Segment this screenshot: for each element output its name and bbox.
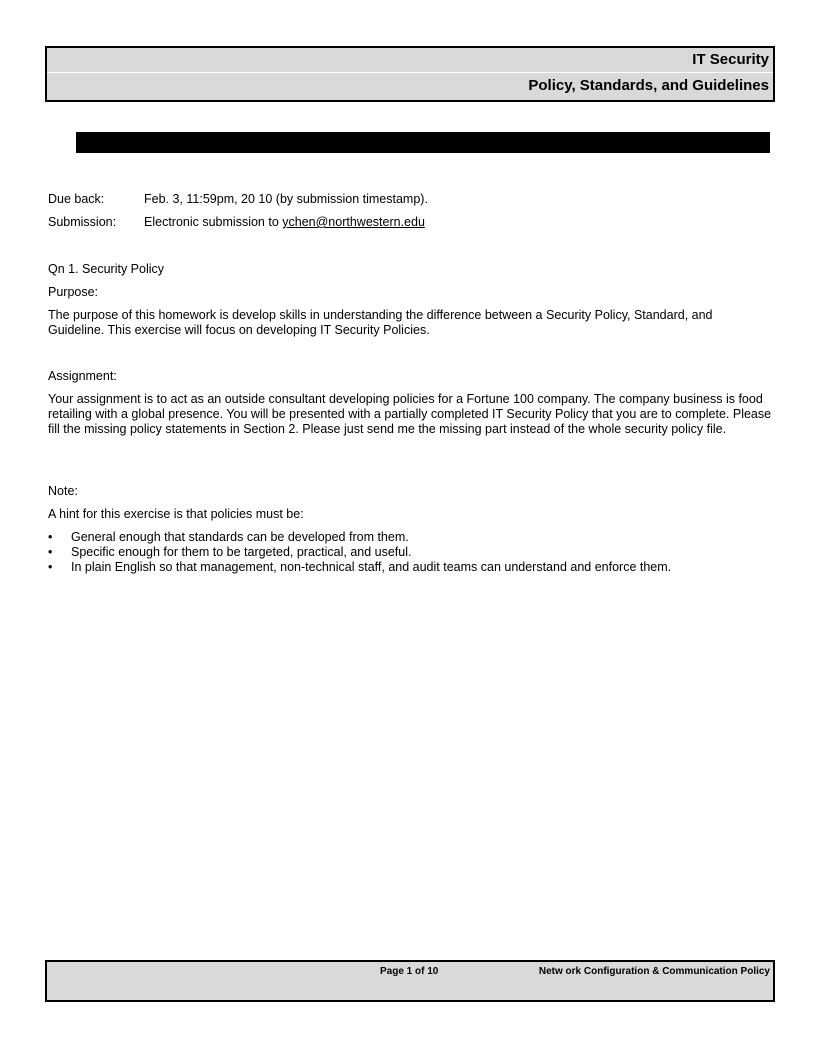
bullet-icon: • bbox=[48, 545, 53, 559]
page-header bbox=[45, 46, 775, 102]
bullet-icon: • bbox=[48, 560, 53, 574]
title-bar bbox=[76, 132, 770, 153]
submission-label: Submission: bbox=[48, 215, 117, 229]
due-row bbox=[48, 192, 428, 207]
header-subtitle: Policy, Standards, and Guidelines bbox=[528, 77, 769, 94]
due-value: Feb. 3, 11:59pm, 20 10 (by submission timestamp). bbox=[144, 192, 428, 206]
question-title: Qn 1. Security Policy bbox=[48, 262, 165, 276]
bullet-text: General enough that standards can be developed from them. bbox=[71, 530, 409, 544]
header-title: IT Security bbox=[692, 51, 769, 68]
note-heading: Note: bbox=[48, 484, 78, 498]
bullet-text: Specific enough for them to be targeted, practical, and useful. bbox=[71, 545, 412, 559]
footer-document-name: Netw ork Configuration & Communication Policy bbox=[538, 966, 770, 977]
header-divider bbox=[47, 72, 773, 73]
list-item bbox=[48, 545, 671, 560]
assignment-text: Your assignment is to act as an outside consultant developing policies for a Fortune 100 company. The company business is food retailing with a global presence. You will be presented with a partially completed IT Security Policy that you are to complete. Please fill the missing policy statements in Section 2. Please just send me the missing part instead of the whole security policy file. bbox=[48, 392, 772, 436]
purpose-heading: Purpose: bbox=[48, 285, 99, 299]
footer-page-number: Page 1 of 10 bbox=[380, 966, 439, 977]
due-label: Due back: bbox=[48, 192, 105, 206]
submission-text: Electronic submission to bbox=[144, 215, 283, 229]
bullet-text: In plain English so that management, non-technical staff, and audit teams can understand and enforce them. bbox=[71, 560, 672, 574]
purpose-text: The purpose of this homework is develop skills in understanding the difference between a Security Policy, Standard, and Guideline. This exercise will focus on developing IT Security Policies. bbox=[48, 308, 713, 337]
hint-bullet-list bbox=[48, 530, 671, 575]
list-item bbox=[48, 560, 671, 575]
submission-email-link[interactable]: ychen@northwestern.edu bbox=[282, 215, 425, 229]
list-item bbox=[48, 530, 671, 545]
assignment-heading: Assignment: bbox=[48, 369, 117, 383]
submission-row bbox=[48, 215, 425, 230]
note-text: A hint for this exercise is that policies must be: bbox=[48, 507, 304, 521]
bullet-icon: • bbox=[48, 530, 53, 544]
page-footer bbox=[45, 960, 775, 1002]
